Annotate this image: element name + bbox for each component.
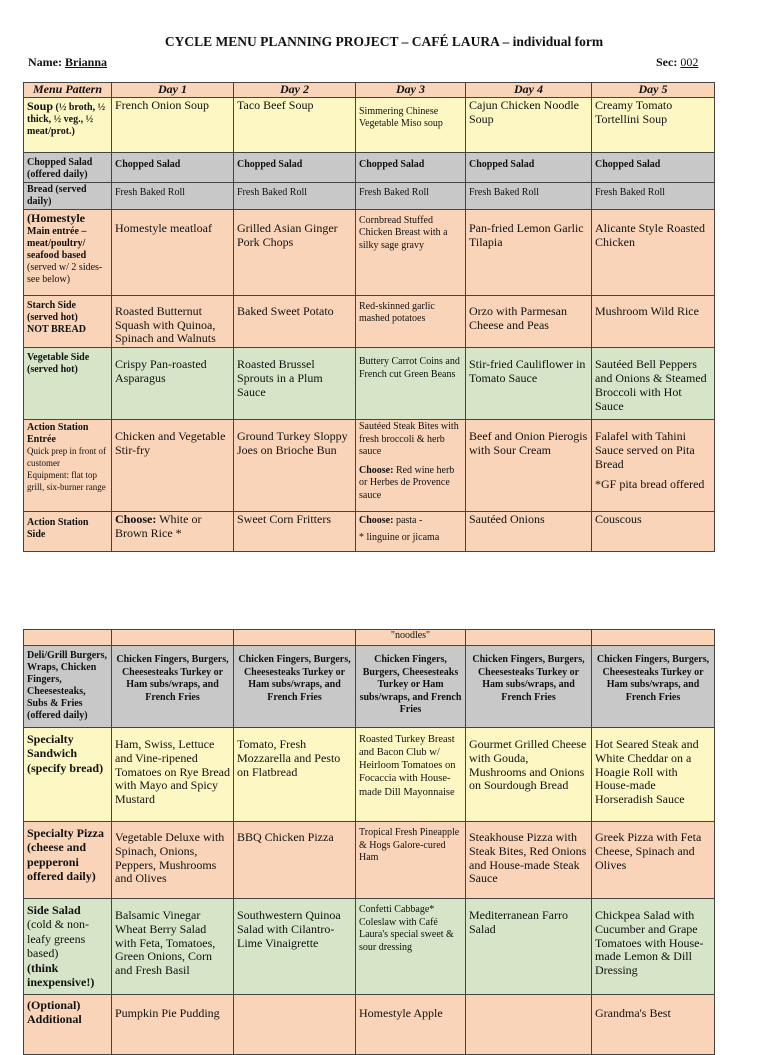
cell-soup-day1: French Onion Soup [112, 97, 234, 152]
label-homestyle: (Homestyle Main entrée – meat/poultry/ seafood based (served w/ 2 sides- see below) [24, 209, 112, 295]
label-bread: Bread (served daily) [24, 182, 112, 209]
label-chopped-salad: Chopped Salad (offered daily) [24, 152, 112, 182]
cell-action-entree-day1: Chicken and Vegetable Stir-fry [112, 420, 234, 512]
name-field [28, 55, 107, 70]
row-deli-grill [24, 646, 715, 728]
cell-salad-day5: Chopped Salad [592, 152, 715, 182]
cell-pizza-day4: Steakhouse Pizza with Steak Bites, Red Onions and House-made Steak Sauce [466, 822, 592, 899]
cell-soup-day3: Simmering Chinese Vegetable Miso soup [356, 97, 466, 152]
cell-side-salad-day1: Balsamic Vinegar Wheat Berry Salad with Feta, Tomatoes, Green Onions, Corn and Fresh Basil [112, 899, 234, 995]
cell-homestyle-day3: Cornbread Stuffed Chicken Breast with a silky sage gravy [356, 209, 466, 295]
cell-top-label [24, 630, 112, 646]
cell-pizza-day3: Tropical Fresh Pineapple & Hogs Galore-cured Ham [356, 822, 466, 899]
cell-sandwich-day5: Hot Seared Steak and White Cheddar on a Hoagie Roll with House-made Horseradish Sauce [592, 728, 715, 822]
cell-side-salad-day4: Mediterranean Farro Salad [466, 899, 592, 995]
sec-value: 002 [680, 55, 699, 69]
form-title: CYCLE MENU PLANNING PROJECT – CAFÉ LAURA – individual form [164, 34, 604, 49]
cell-action-entree-day5: Falafel with Tahini Sauce served on Pita Bread *GF pita bread offered [592, 420, 715, 512]
cell-optional-day2 [234, 995, 356, 1055]
cell-side-salad-day5: Chickpea Salad with Cucumber and Grape Tomatoes with House-made Lemon & Dill Dressing [592, 899, 715, 995]
cell-optional-day3: Homestyle Apple [356, 995, 466, 1055]
sec-label: Sec: [656, 55, 678, 69]
cell-optional-day5: Grandma's Best [592, 995, 715, 1055]
cell-veg-day3: Buttery Carrot Coins and French cut Green Beans [356, 348, 466, 420]
cell-pizza-day1: Vegetable Deluxe with Spinach, Onions, Peppers, Mushrooms and Olives [112, 822, 234, 899]
cell-salad-day3: Chopped Salad [356, 152, 466, 182]
cell-salad-day2: Chopped Salad [234, 152, 356, 182]
cell-top-day5 [592, 630, 715, 646]
label-starch: Starch Side (served hot) NOT BREAD [24, 295, 112, 347]
cell-side-salad-day3: Confetti Cabbage* Coleslaw with Café Laura's special sweet & sour dressing [356, 899, 466, 995]
name-label: Name: [28, 55, 62, 69]
cell-sandwich-day3: Roasted Turkey Breast and Bacon Club w/ Heirloom Tomatoes on Focaccia with House-made Dill Mayonnaise [356, 728, 466, 822]
header-menu-pattern: Menu Pattern [24, 83, 112, 98]
cell-salad-day4: Chopped Salad [466, 152, 592, 182]
row-action-side [24, 512, 715, 552]
cell-action-side-day1: Choose: White or Brown Rice * [112, 512, 234, 552]
header-day-5: Day 5 [592, 83, 715, 98]
name-value: Brianna [64, 55, 107, 69]
section-field [656, 55, 698, 70]
row-side-salad [24, 899, 715, 995]
cell-action-side-day5: Couscous [592, 512, 715, 552]
row-vegetable [24, 348, 715, 420]
row-chopped-salad [24, 152, 715, 182]
cell-action-side-day4: Sautéed Onions [466, 512, 592, 552]
cell-deli-day4: Chicken Fingers, Burgers, Cheesesteaks Turkey or Ham subs/wraps, and French Fries [466, 646, 592, 728]
header-day-2: Day 2 [234, 83, 356, 98]
label-side-salad: Side Salad (cold & non-leafy greens based) (think inexpensive!) [24, 899, 112, 995]
row-starch [24, 295, 715, 347]
header-day-4: Day 4 [466, 83, 592, 98]
label-specialty-sandwich: Specialty Sandwich (specify bread) [24, 728, 112, 822]
cell-action-entree-day3: Sautéed Steak Bites with fresh broccoli & herb sauce Choose: Red wine herb or Herbes de Provence sauce [356, 420, 466, 512]
cell-side-salad-day2: Southwestern Quinoa Salad with Cilantro-Lime Vinaigrette [234, 899, 356, 995]
cell-bread-day1: Fresh Baked Roll [112, 182, 234, 209]
label-action-side: Action Station Side [24, 512, 112, 552]
header-day-3: Day 3 [356, 83, 466, 98]
cell-starch-day3: Red-skinned garlic mashed potatoes [356, 295, 466, 347]
row-action-entree [24, 420, 715, 512]
cell-homestyle-day1: Homestyle meatloaf [112, 209, 234, 295]
cell-bread-day5: Fresh Baked Roll [592, 182, 715, 209]
cell-top-day3: "noodles" [356, 630, 466, 646]
row-specialty-sandwich [24, 728, 715, 822]
label-specialty-pizza: Specialty Pizza (cheese and pepperoni offered daily) [24, 822, 112, 899]
cell-action-side-day2: Sweet Corn Fritters [234, 512, 356, 552]
row-soup [24, 97, 715, 152]
cell-soup-day5: Creamy Tomato Tortellini Soup [592, 97, 715, 152]
label-optional: (Optional) Additional [24, 995, 112, 1055]
cell-starch-day5: Mushroom Wild Rice [592, 295, 715, 347]
cell-homestyle-day4: Pan-fried Lemon Garlic Tilapia [466, 209, 592, 295]
cell-deli-day3: Chicken Fingers, Burgers, Cheesesteaks Turkey or Ham subs/wraps, and French Fries [356, 646, 466, 728]
cell-optional-day1: Pumpkin Pie Pudding [112, 995, 234, 1055]
row-optional [24, 995, 715, 1055]
menu-table-deli [23, 629, 715, 1055]
cell-top-day1 [112, 630, 234, 646]
label-vegetable: Vegetable Side (served hot) [24, 348, 112, 420]
cell-action-entree-day4: Beef and Onion Pierogis with Sour Cream [466, 420, 592, 512]
label-action-entree: Action Station Entrée Quick prep in front of customer Equipment: flat top grill, six-burner range [24, 420, 112, 512]
cell-bread-day4: Fresh Baked Roll [466, 182, 592, 209]
cell-veg-day4: Stir-fried Cauliflower in Tomato Sauce [466, 348, 592, 420]
cell-bread-day3: Fresh Baked Roll [356, 182, 466, 209]
cell-top-day4 [466, 630, 592, 646]
cell-pizza-day5: Greek Pizza with Feta Cheese, Spinach and Olives [592, 822, 715, 899]
menu-table-main [23, 82, 715, 552]
cell-bread-day2: Fresh Baked Roll [234, 182, 356, 209]
cell-optional-day4 [466, 995, 592, 1055]
cell-soup-day4: Cajun Chicken Noodle Soup [466, 97, 592, 152]
cell-deli-day1: Chicken Fingers, Burgers, Cheesesteaks Turkey or Ham subs/wraps, and French Fries [112, 646, 234, 728]
cell-starch-day2: Baked Sweet Potato [234, 295, 356, 347]
cell-action-side-day3: Choose: pasta - * linguine or jicama [356, 512, 466, 552]
cell-deli-day5: Chicken Fingers, Burgers, Cheesesteaks Turkey or Ham subs/wraps, and French Fries [592, 646, 715, 728]
label-soup: Soup (½ broth, ½ thick, ½ veg., ½ meat/prot.) [24, 97, 112, 152]
label-deli-grill: Deli/Grill Burgers, Wraps, Chicken Fingers, Cheesesteaks, Subs & Fries (offered daily) [24, 646, 112, 728]
header-row [24, 83, 715, 98]
cell-veg-day1: Crispy Pan-roasted Asparagus [112, 348, 234, 420]
row-specialty-pizza [24, 822, 715, 899]
row-top-blank [24, 630, 715, 646]
cell-starch-day1: Roasted Butternut Squash with Quinoa, Spinach and Walnuts [112, 295, 234, 347]
cell-soup-day2: Taco Beef Soup [234, 97, 356, 152]
cell-top-day2 [234, 630, 356, 646]
cell-starch-day4: Orzo with Parmesan Cheese and Peas [466, 295, 592, 347]
cell-veg-day2: Roasted Brussel Sprouts in a Plum Sauce [234, 348, 356, 420]
cell-salad-day1: Chopped Salad [112, 152, 234, 182]
cell-sandwich-day2: Tomato, Fresh Mozzarella and Pesto on Flatbread [234, 728, 356, 822]
header-day-1: Day 1 [112, 83, 234, 98]
row-homestyle [24, 209, 715, 295]
cell-deli-day2: Chicken Fingers, Burgers, Cheesesteaks Turkey or Ham subs/wraps, and French Fries [234, 646, 356, 728]
cell-pizza-day2: BBQ Chicken Pizza [234, 822, 356, 899]
row-bread [24, 182, 715, 209]
cell-veg-day5: Sautéed Bell Peppers and Onions & Steamed Broccoli with Hot Sauce [592, 348, 715, 420]
cell-homestyle-day2: Grilled Asian Ginger Pork Chops [234, 209, 356, 295]
cell-homestyle-day5: Alicante Style Roasted Chicken [592, 209, 715, 295]
cell-action-entree-day2: Ground Turkey Sloppy Joes on Brioche Bun [234, 420, 356, 512]
cell-sandwich-day1: Ham, Swiss, Lettuce and Vine-ripened Tomatoes on Rye Bread with Mayo and Spicy Mustard [112, 728, 234, 822]
cell-sandwich-day4: Gourmet Grilled Cheese with Gouda, Mushrooms and Onions on Sourdough Bread [466, 728, 592, 822]
